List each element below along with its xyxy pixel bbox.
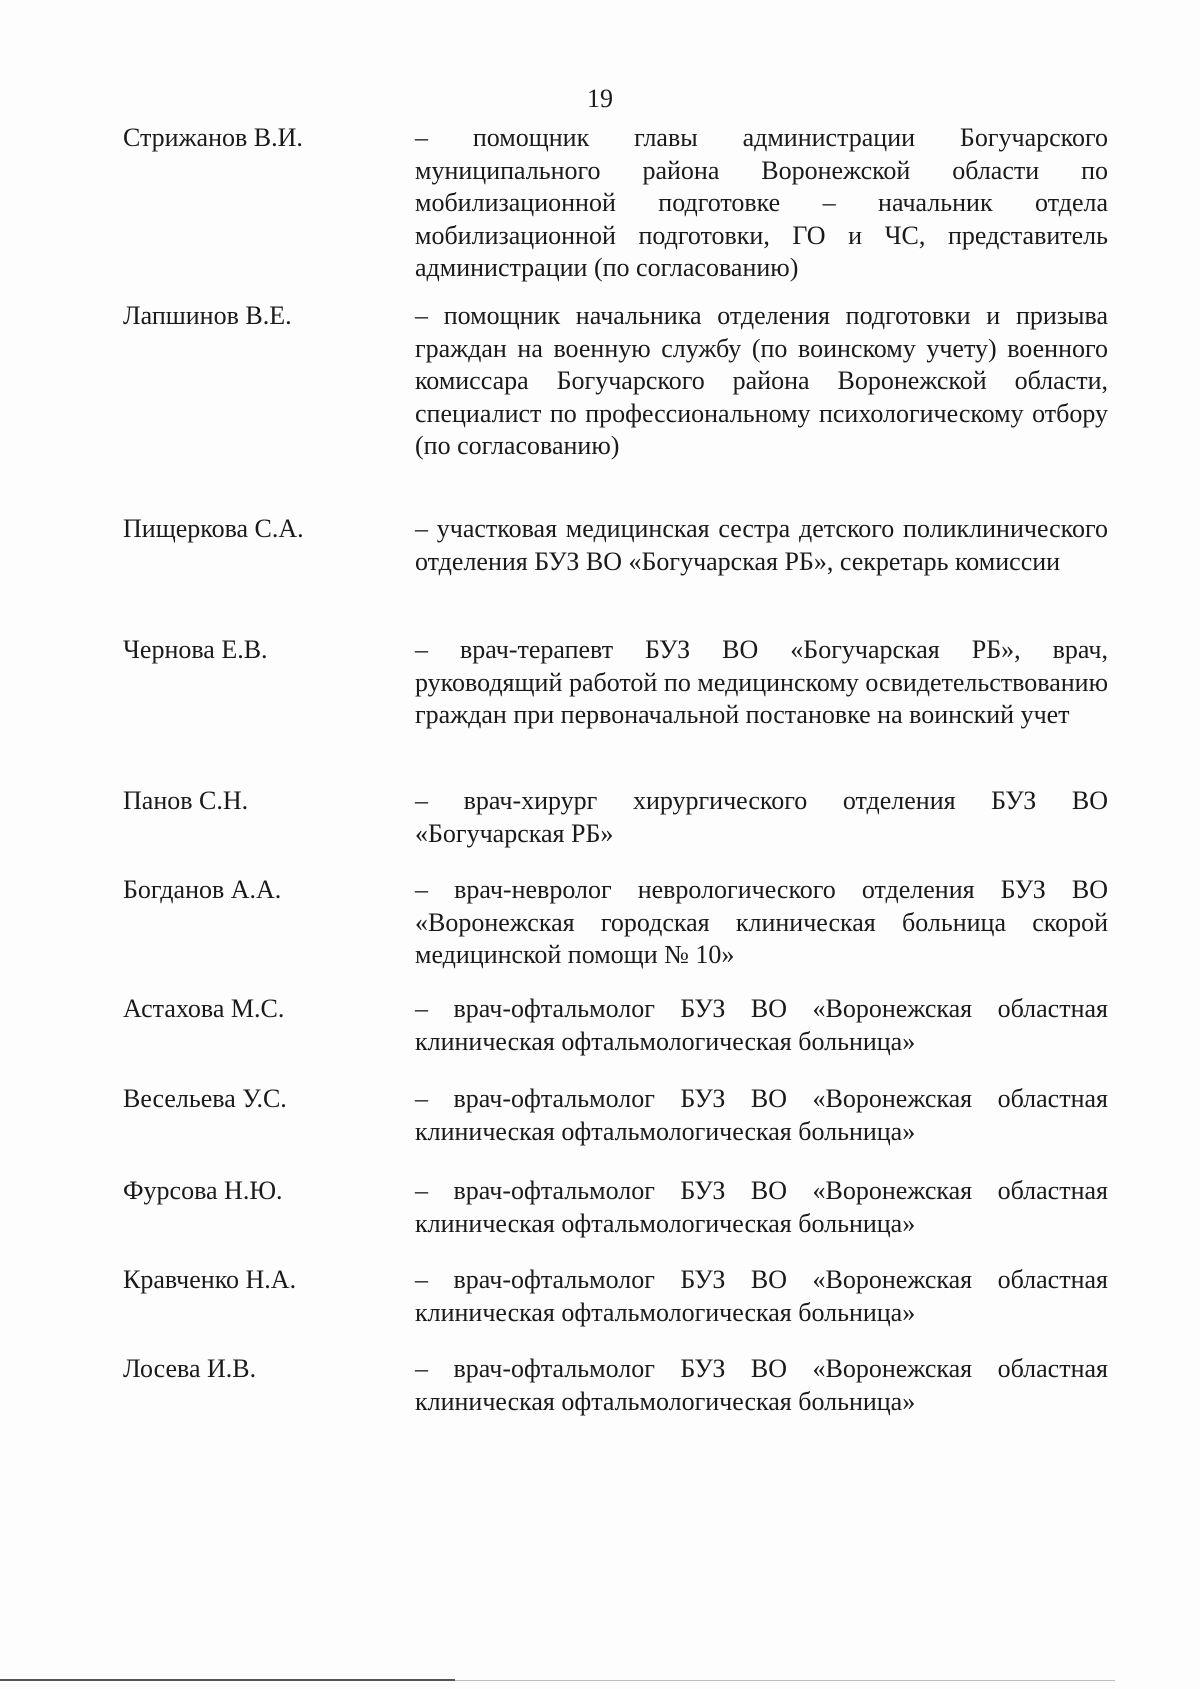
member-description: – врач-невролог неврологического отделения БУЗ ВО «Воронежская городская клиническая больница скорой медицинской помощи № 10»: [415, 875, 1108, 969]
member-name: Лапшинов В.Е.: [123, 301, 292, 330]
member-name: Панов С.Н.: [123, 786, 249, 815]
member-name: Астахова М.С.: [123, 994, 285, 1023]
member-name: Весельева У.С.: [123, 1084, 287, 1113]
member-description: – врач-офтальмолог БУЗ ВО «Воронежская областная клиническая офтальмологическая больница»: [415, 1265, 1108, 1327]
member-description: – врач-офтальмолог БУЗ ВО «Воронежская областная клиническая офтальмологическая больница»: [415, 1084, 1108, 1146]
member-name: Богданов А.А.: [123, 875, 282, 904]
member-name: Чернова Е.В.: [123, 635, 268, 664]
member-name: Стрижанов В.И.: [123, 123, 303, 152]
page-bottom-rule: [0, 1679, 455, 1681]
member-description: – врач-хирург хирургического отделения БУЗ ВО «Богучарская РБ»: [415, 786, 1108, 848]
member-description: – врач-терапевт БУЗ ВО «Богучарская РБ», врач, руководящий работой по медицинскому освидетельствованию граждан при первоначальной постановке на воинский учет: [415, 635, 1108, 729]
member-name: Пищеркова С.А.: [123, 514, 304, 543]
member-description: – врач-офтальмолог БУЗ ВО «Воронежская областная клиническая офтальмологическая больница»: [415, 1176, 1108, 1238]
member-name: Лосева И.В.: [123, 1354, 257, 1383]
member-description: – помощник начальника отделения подготовки и призыва граждан на военную службу (по воинскому учету) военного комиссара Богучарского района Воронежской области, специалист по профессиональному психологическому отбору (по согласованию): [415, 301, 1108, 460]
member-name: Фурсова Н.Ю.: [123, 1176, 283, 1205]
member-description: – участковая медицинская сестра детского поликлинического отделения БУЗ ВО «Богучарская РБ», секретарь комиссии: [415, 514, 1108, 576]
page-bottom-rule-faint: [455, 1680, 1115, 1681]
page-number: 19: [587, 84, 613, 113]
member-description: – помощник главы администрации Богучарского муниципального района Воронежской области по мобилизационной подготовке – начальник отдела мобилизационной подготовки, ГО и ЧС, представитель администрации (по согласованию): [415, 123, 1108, 282]
member-description: – врач-офтальмолог БУЗ ВО «Воронежская областная клиническая офтальмологическая больница»: [415, 1354, 1108, 1416]
member-description: – врач-офтальмолог БУЗ ВО «Воронежская областная клиническая офтальмологическая больница»: [415, 994, 1108, 1056]
member-name: Кравченко Н.А.: [123, 1265, 297, 1294]
